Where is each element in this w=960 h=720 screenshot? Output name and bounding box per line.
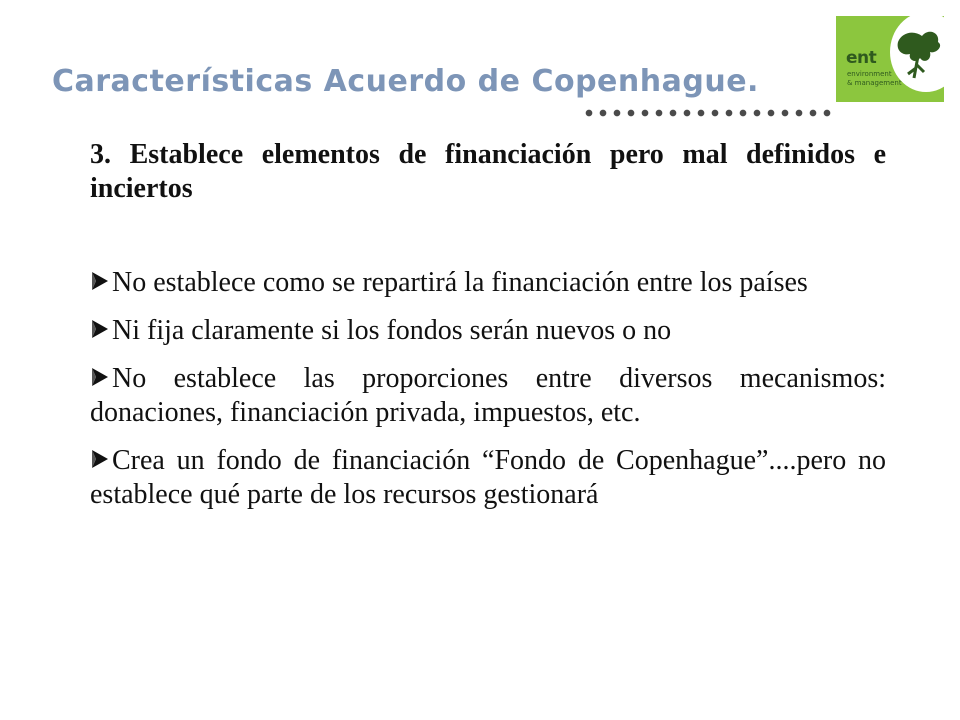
arrow-bullet-icon <box>90 318 110 340</box>
bullet-text: No establece como se repartirá la financiación entre los países <box>112 267 808 298</box>
bullet-item <box>90 362 886 430</box>
logo-tagline-line1: environment <box>847 70 892 78</box>
ent-logo <box>836 16 944 102</box>
arrow-bullet-icon <box>90 270 110 292</box>
slide-title: Características Acuerdo de Copenhague. <box>52 64 759 99</box>
bullet-text: Crea un fondo de financiación “Fondo de Copenhague”....pero no establece qué parte de los recursos gestionará <box>90 445 886 510</box>
bullet-item <box>90 314 886 348</box>
bullet-list <box>90 266 886 512</box>
slide-body <box>90 138 886 526</box>
section-heading: 3. Establece elementos de financiación pero mal definidos e inciertos <box>90 139 886 204</box>
logo-wordmark: ent <box>846 48 877 68</box>
bullet-text: No establece las proporciones entre diversos mecanismos: donaciones, financiación privada, impuestos, etc. <box>90 363 886 428</box>
logo-tagline-line2: & management <box>847 79 902 87</box>
title-dotted-divider <box>582 106 834 120</box>
bullet-item <box>90 266 886 300</box>
bullet-item <box>90 444 886 512</box>
arrow-bullet-icon <box>90 448 110 470</box>
bullet-text: Ni fija claramente si los fondos serán nuevos o no <box>112 315 672 346</box>
arrow-bullet-icon <box>90 366 110 388</box>
